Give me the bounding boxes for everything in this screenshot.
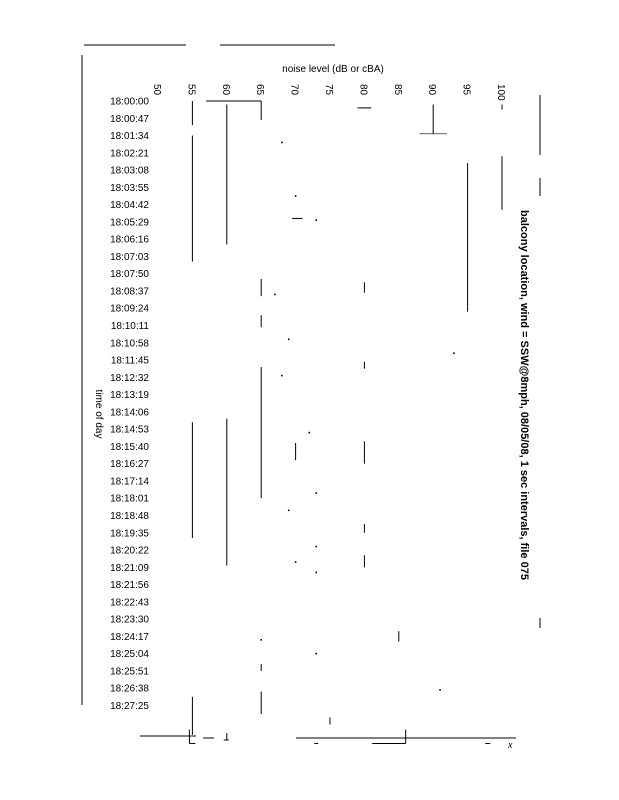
y-tick-label: 18:09:24 xyxy=(110,303,149,315)
y-tick-label: 18:22:43 xyxy=(110,597,149,609)
series-point xyxy=(315,219,317,221)
y-tick-label: 18:21:56 xyxy=(110,580,149,592)
y-tick-label: 18:18:48 xyxy=(110,510,149,522)
y-tick-label: 18:17:14 xyxy=(110,476,149,488)
y-tick-label: 18:19:35 xyxy=(110,528,149,540)
y-tick-label: 18:25:04 xyxy=(110,649,149,661)
y-tick-label: 18:05:29 xyxy=(110,217,149,229)
x-tick-label: 55 xyxy=(185,84,197,96)
series-point xyxy=(281,375,283,377)
y-tick-label: 18:15:40 xyxy=(110,441,149,453)
series-point xyxy=(315,572,317,574)
series-point xyxy=(274,294,276,296)
y-tick-label: 18:23:30 xyxy=(110,614,149,626)
x-tick-label: 70 xyxy=(288,84,300,96)
series-point xyxy=(315,653,317,655)
series-segments xyxy=(192,101,502,735)
bottom-marks xyxy=(189,730,490,744)
y-tick-label: 18:03:55 xyxy=(110,182,149,194)
y-tick-label: 18:16:27 xyxy=(110,459,149,471)
y-tick-label: 18:10:11 xyxy=(110,321,149,333)
x-tick-label: 100 xyxy=(495,84,506,101)
y-tick-label: 18:00:00 xyxy=(110,96,149,108)
series-point xyxy=(309,432,311,434)
y-tick-label: 18:11:45 xyxy=(110,355,149,367)
series-point xyxy=(453,352,455,354)
y-tick-label: 18:04:42 xyxy=(110,200,149,212)
y-tick-label: 18:13:19 xyxy=(110,390,149,402)
y-tick-label: 18:03:08 xyxy=(110,165,149,177)
y-tick-label: 18:06:16 xyxy=(110,234,149,246)
x-axis-ticks xyxy=(151,84,506,101)
series-point xyxy=(315,546,317,548)
y-tick-label: 18:24:17 xyxy=(110,631,149,643)
series-point xyxy=(288,509,290,511)
y-axis-title: time of day xyxy=(93,389,104,439)
x-tick-label: 85 xyxy=(391,84,403,96)
y-tick-label: 18:18:01 xyxy=(110,493,149,505)
x-tick-label: 60 xyxy=(219,84,231,96)
handwritten-note: x xyxy=(508,740,513,751)
y-tick-label: 18:07:50 xyxy=(110,269,149,281)
series-point xyxy=(260,639,262,641)
y-tick-label: 18:21:09 xyxy=(110,562,149,574)
x-tick-label: 95 xyxy=(460,84,472,96)
x-axis-title: noise level (dB or cBA) xyxy=(282,64,384,75)
y-axis-ticks xyxy=(110,97,149,712)
y-tick-label: 18:14:06 xyxy=(110,407,149,419)
y-tick-label: 18:20:22 xyxy=(110,545,149,557)
y-tick-label: 18:12:32 xyxy=(110,372,149,384)
series-point xyxy=(439,689,441,691)
series-points xyxy=(260,142,454,691)
y-tick-label: 18:07:03 xyxy=(110,251,149,263)
y-tick-label: 18:14:53 xyxy=(110,424,149,436)
chart-title: balcony location, wind = SSW@8mph, 08/05/08, 1 sec intervals, file 075 xyxy=(518,210,530,580)
y-tick-label: 18:25:51 xyxy=(110,666,149,678)
series-point xyxy=(295,195,297,197)
y-tick-label: 18:00:47 xyxy=(110,113,149,125)
series-point xyxy=(281,142,283,144)
x-tick-label: 65 xyxy=(254,84,266,96)
y-tick-label: 18:02:21 xyxy=(110,148,149,160)
y-tick-label: 18:27:25 xyxy=(110,700,149,712)
series-point xyxy=(288,339,290,341)
scan-frame xyxy=(82,45,540,738)
series-point xyxy=(315,492,317,494)
y-tick-label: 18:26:38 xyxy=(110,683,149,695)
y-tick-label: 18:08:37 xyxy=(110,286,149,298)
y-tick-label: 18:01:34 xyxy=(110,131,149,143)
x-tick-label: 80 xyxy=(357,84,369,96)
series-point xyxy=(295,561,297,563)
x-tick-label: 90 xyxy=(426,84,438,96)
x-tick-label: 50 xyxy=(151,84,162,96)
y-tick-label: 18:10:58 xyxy=(110,338,149,350)
x-tick-label: 75 xyxy=(323,84,334,96)
